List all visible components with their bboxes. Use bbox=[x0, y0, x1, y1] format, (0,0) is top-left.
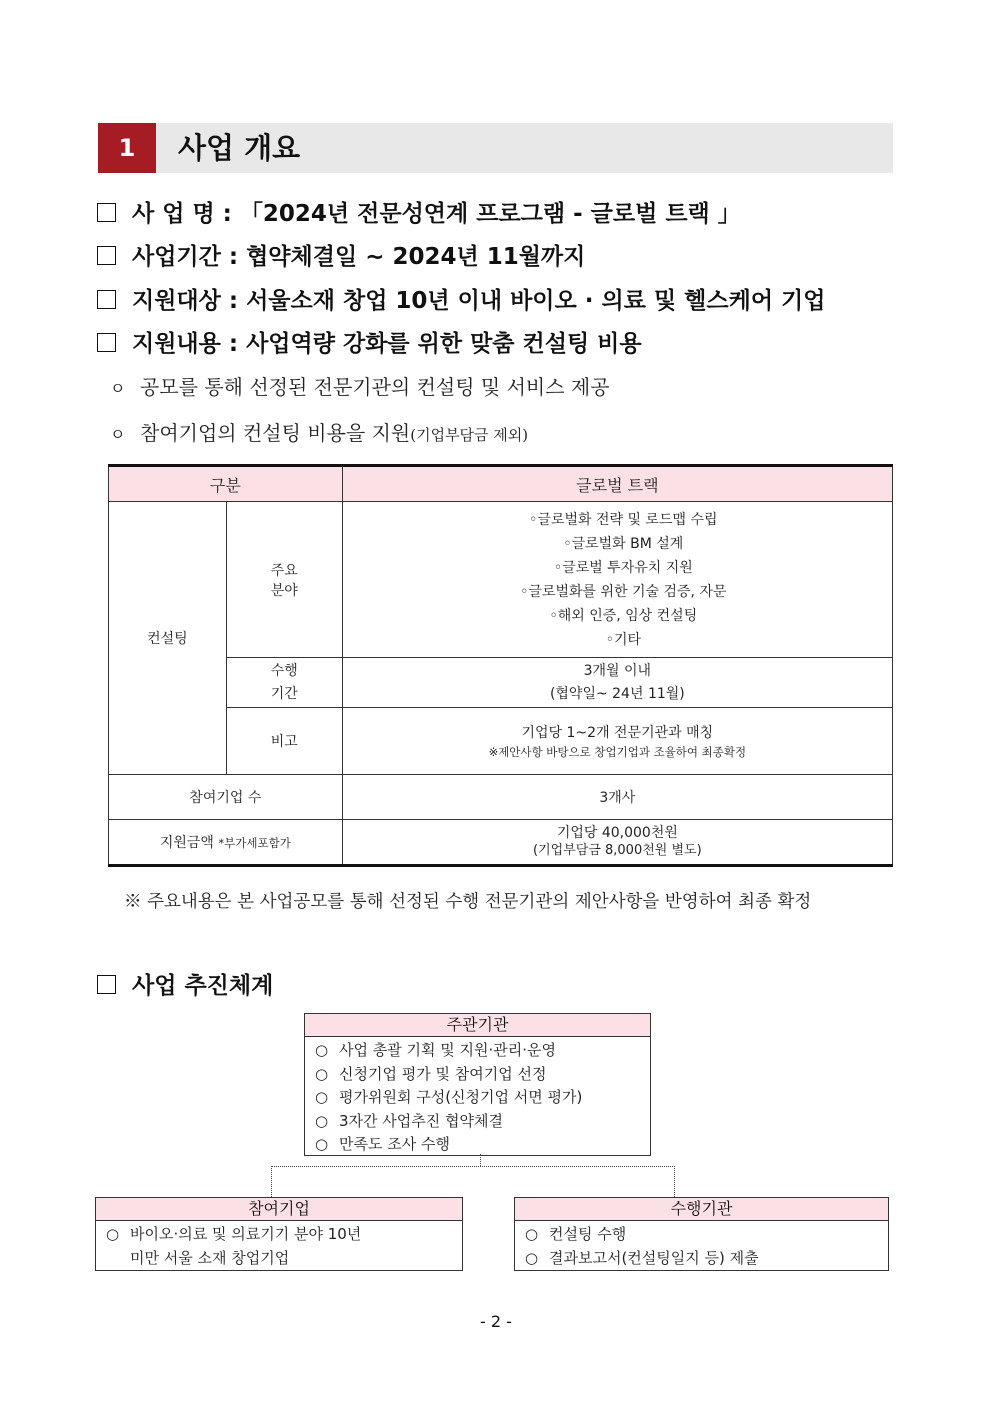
consulting-label: 컨설팅 bbox=[109, 502, 227, 775]
org-host-list bbox=[305, 1037, 650, 1157]
companies-label: 참여기업 수 bbox=[109, 775, 343, 820]
footnote: ※ 주요내용은 본 사업공모를 통해 선정된 수행 전문기관의 제안사항을 반영하여 최종 확정 bbox=[124, 892, 812, 912]
list-item: ◦글로벌 투자유치 지원 bbox=[553, 559, 693, 576]
section-title: 사업 개요 bbox=[178, 131, 301, 165]
list-item: ○ 컨설팅 수행 bbox=[525, 1225, 627, 1243]
table-row bbox=[109, 502, 893, 658]
org-performer-title: 수행기관 bbox=[515, 1198, 888, 1221]
org-host-title: 주관기관 bbox=[305, 1014, 650, 1037]
list-item: ◦글로벌화 BM 설계 bbox=[563, 535, 684, 552]
checkbox-square-icon bbox=[97, 290, 116, 309]
list-item: ◦해외 인증, 임상 컨설팅 bbox=[549, 607, 698, 624]
period-value: 3개월 이내 (협약일~ 24년 11월) bbox=[342, 658, 892, 708]
connector-line bbox=[271, 1166, 675, 1167]
org-participant-list: ○ 바이오·의료 및 의료기기 분야 10년 미만 서울 소재 창업기업 bbox=[106, 1225, 362, 1267]
period-label: 수행 기간 bbox=[226, 658, 342, 708]
amount-value: 기업당 40,000천원 (기업부담금 8,000천원 별도) bbox=[342, 820, 892, 866]
list-item: ○ 평가위원회 구성(신청기업 서면 평가) bbox=[315, 1088, 583, 1106]
connector-line bbox=[674, 1166, 675, 1197]
table-row bbox=[109, 775, 893, 820]
header-global-track: 글로벌 트랙 bbox=[342, 466, 892, 502]
list-item: ○ 만족도 조사 수행 bbox=[315, 1135, 450, 1153]
sub-item: ㅇ 공모를 통해 선정된 전문기관의 컨설팅 및 서비스 제공 bbox=[110, 375, 610, 399]
bullet-project-name: 사 업 명 : 「2024년 전문성연계 프로그램 - 글로벌 트랙 」 bbox=[97, 195, 741, 228]
header-category: 구분 bbox=[109, 466, 343, 502]
checkbox-square-icon bbox=[97, 203, 116, 222]
checkbox-square-icon bbox=[97, 333, 116, 352]
list-item: ◦글로벌화를 위한 기술 검증, 자문 bbox=[520, 583, 727, 600]
org-host-box bbox=[304, 1013, 651, 1156]
list-item: ◦기타 bbox=[605, 631, 641, 648]
table-header-row bbox=[109, 466, 893, 502]
bullet-project-period: 사업기간 : 협약체결일 ~ 2024년 11월까지 bbox=[97, 238, 585, 271]
list-item: ○ 3자간 사업추진 협약체결 bbox=[315, 1111, 503, 1130]
checkbox-square-icon bbox=[97, 246, 116, 265]
bullet-system-title: 사업 추진체계 bbox=[97, 967, 273, 1000]
section-number: 1 bbox=[98, 123, 156, 173]
org-participant-title: 참여기업 bbox=[96, 1198, 462, 1221]
program-table bbox=[108, 464, 893, 867]
main-area-list bbox=[342, 502, 892, 658]
connector-line bbox=[271, 1166, 272, 1197]
table-row bbox=[109, 658, 893, 708]
remark-value: 기업당 1~2개 전문기관과 매칭 ※제안사항 바탕으로 창업기업과 조율하여 최종확정 bbox=[342, 708, 892, 775]
list-item: ○ 사업 총괄 기획 및 지원·관리·운영 bbox=[315, 1041, 556, 1059]
amount-label: 지원금액 *부가세포함가 bbox=[109, 820, 343, 866]
sub-item: ㅇ 참여기업의 컨설팅 비용을 지원(기업부담금 제외) bbox=[110, 421, 529, 445]
connector-line bbox=[480, 1154, 481, 1166]
bullet-target: 지원대상 : 서울소재 창업 10년 이내 바이오 · 의료 및 헬스케어 기업 bbox=[97, 282, 825, 315]
org-performer-box bbox=[514, 1197, 889, 1271]
companies-value: 3개사 bbox=[342, 775, 892, 820]
remark-label: 비고 bbox=[226, 708, 342, 775]
list-item: ○ 결과보고서(컨설팅일지 등) 제출 bbox=[525, 1248, 759, 1267]
org-participant-box bbox=[95, 1197, 463, 1271]
page-number: - 2 - bbox=[480, 1312, 512, 1331]
checkbox-square-icon bbox=[97, 975, 116, 994]
table-row bbox=[109, 708, 893, 775]
main-area-label: 주요 분야 bbox=[226, 502, 342, 658]
org-performer-list bbox=[515, 1221, 888, 1270]
list-item: ◦글로벌화 전략 및 로드맵 수립 bbox=[529, 511, 718, 528]
list-item: ○ 신청기업 평가 및 참여기업 선정 bbox=[315, 1064, 547, 1083]
bullet-support-content: 지원내용 : 사업역량 강화를 위한 맞춤 컨설팅 비용 bbox=[97, 325, 642, 358]
table-row bbox=[109, 820, 893, 866]
